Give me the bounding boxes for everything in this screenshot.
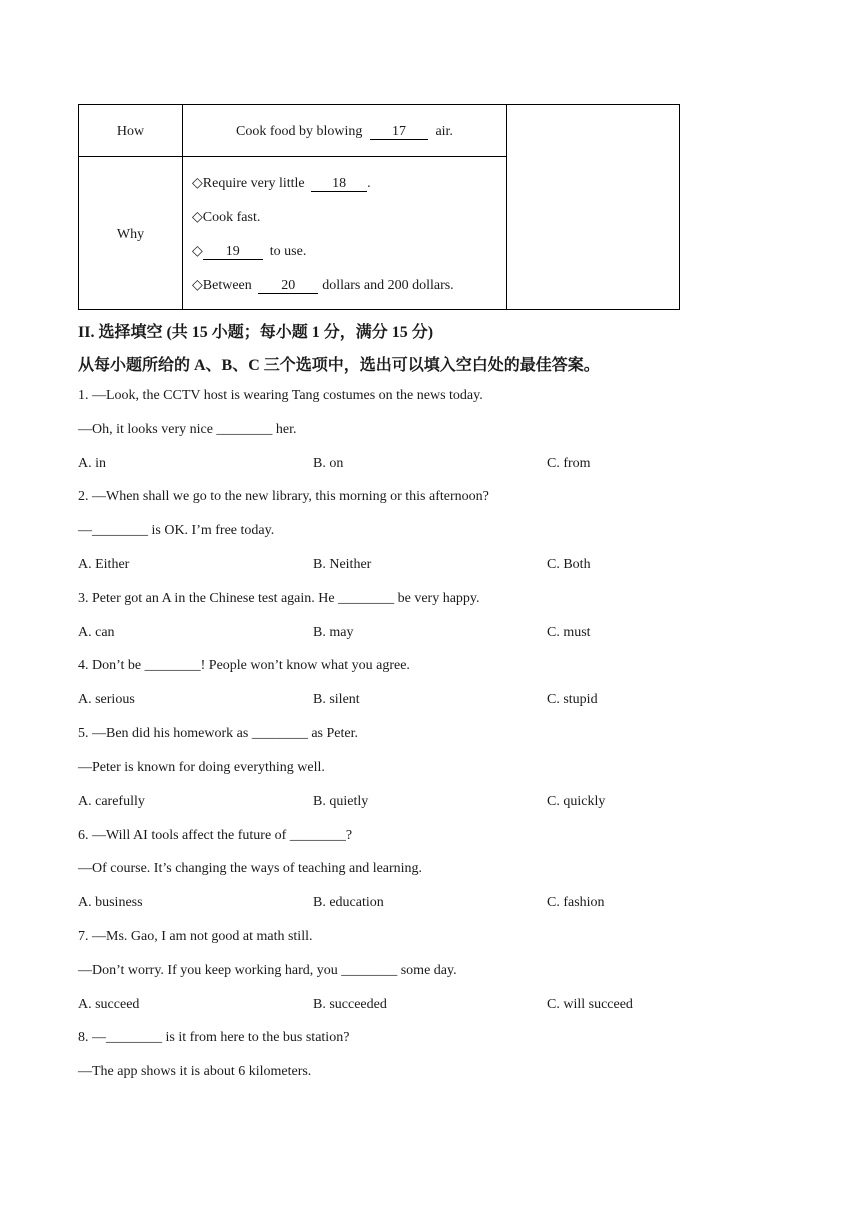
option-c: C. quickly xyxy=(547,794,606,809)
blank-17: 17 xyxy=(370,124,428,140)
option-a: A. carefully xyxy=(78,794,145,809)
why-item-text: . xyxy=(367,176,371,191)
question-line: —________ is OK. I’m free today. xyxy=(78,523,275,538)
question-line: —Oh, it looks very nice ________ her. xyxy=(78,422,297,437)
table-cell-how xyxy=(183,124,506,140)
option-c: C. fashion xyxy=(547,895,605,910)
question-line: 7. —Ms. Gao, I am not good at math still. xyxy=(78,929,313,944)
option-b: B. Neither xyxy=(313,557,372,572)
option-a: A. serious xyxy=(78,692,135,707)
diamond-bullet-icon: ◇ xyxy=(192,176,203,191)
option-c: C. stupid xyxy=(547,692,598,707)
how-text-before: Cook food by blowing xyxy=(236,124,363,139)
question-line: —The app shows it is about 6 kilometers. xyxy=(78,1064,312,1079)
diamond-bullet-icon: ◇ xyxy=(192,210,203,225)
option-a: A. succeed xyxy=(78,997,140,1012)
why-item-text: Between xyxy=(202,278,252,293)
question-line: 4. Don’t be ________! People won’t know what you agree. xyxy=(78,658,410,673)
option-b: B. succeeded xyxy=(313,997,387,1012)
info-table xyxy=(78,104,680,310)
why-item-text: dollars and 200 dollars. xyxy=(322,278,454,293)
why-item-text: Require very little xyxy=(202,176,305,191)
question-line: 8. —________ is it from here to the bus station? xyxy=(78,1030,350,1045)
blank-19: 19 xyxy=(203,244,263,260)
question-line: —Of course. It’s changing the ways of teaching and learning. xyxy=(78,861,423,876)
question-line: 2. —When shall we go to the new library, this morning or this afternoon? xyxy=(78,489,489,504)
question-line: 5. —Ben did his homework as ________ as Peter. xyxy=(78,726,358,741)
how-text-after: air. xyxy=(435,124,453,139)
option-c: C. Both xyxy=(547,557,591,572)
option-b: B. on xyxy=(313,456,344,471)
option-b: B. silent xyxy=(313,692,360,707)
option-c: C. must xyxy=(547,625,591,640)
table-divider xyxy=(506,105,507,309)
table-divider xyxy=(79,156,507,157)
option-c: C. will succeed xyxy=(547,997,633,1012)
question-line: —Don’t worry. If you keep working hard, you ________ some day. xyxy=(78,963,457,978)
section-title: II. 选择填空 (共 15 小题；每小题 1 分，满分 15 分) xyxy=(78,324,434,341)
option-b: B. education xyxy=(313,895,384,910)
section-instruction: 从每小题所给的 A、B、C 三个选项中，选出可以填入空白处的最佳答案。 xyxy=(78,357,600,374)
blank-20: 20 xyxy=(258,278,318,294)
table-label-why: Why xyxy=(116,227,145,242)
option-b: B. quietly xyxy=(313,794,369,809)
question-line: 3. Peter got an A in the Chinese test again. He ________ be very happy. xyxy=(78,591,480,606)
question-line: 6. —Will AI tools affect the future of ________? xyxy=(78,828,353,843)
option-a: A. business xyxy=(78,895,143,910)
blank-18: 18 xyxy=(311,176,367,192)
question-line: —Peter is known for doing everything well. xyxy=(78,760,325,775)
why-item xyxy=(192,244,306,260)
why-item-text: to use. xyxy=(269,244,307,259)
option-a: A. Either xyxy=(78,557,130,572)
option-c: C. from xyxy=(547,456,591,471)
option-a: A. in xyxy=(78,456,106,471)
diamond-bullet-icon: ◇ xyxy=(192,244,203,259)
question-line: 1. —Look, the CCTV host is wearing Tang costumes on the news today. xyxy=(78,388,483,403)
why-item-text: Cook fast. xyxy=(202,210,261,225)
table-label-how: How xyxy=(116,124,145,139)
why-item xyxy=(192,176,371,192)
option-a: A. can xyxy=(78,625,115,640)
why-item xyxy=(192,278,454,294)
option-b: B. may xyxy=(313,625,354,640)
why-item xyxy=(192,210,260,226)
diamond-bullet-icon: ◇ xyxy=(192,278,203,293)
